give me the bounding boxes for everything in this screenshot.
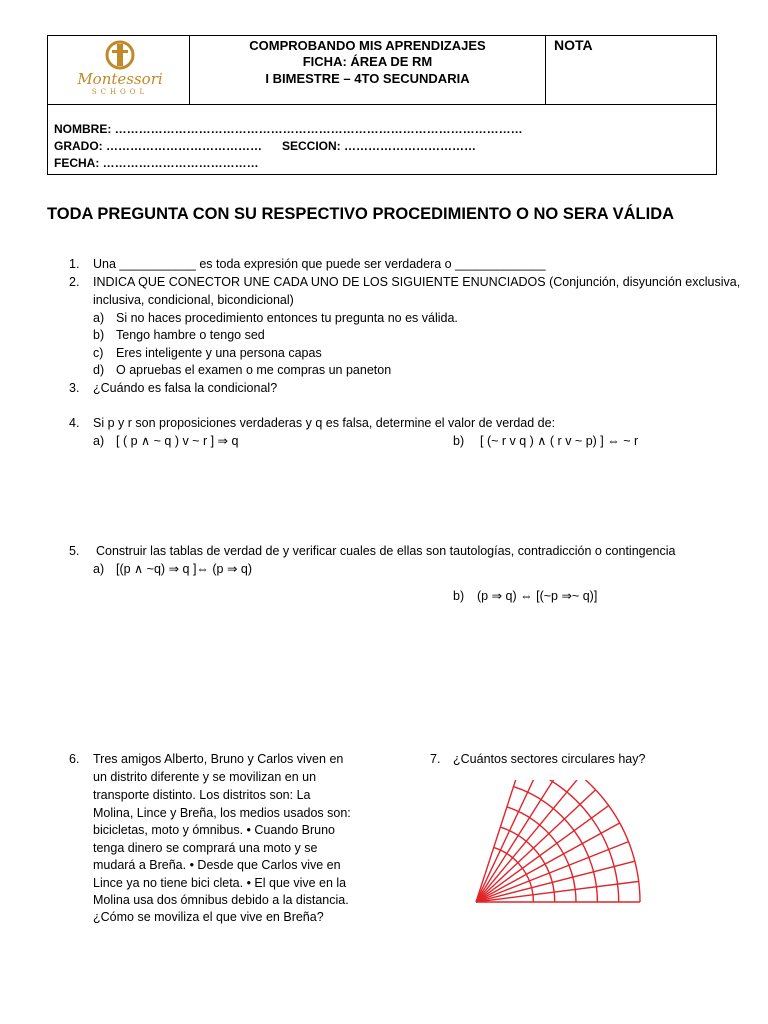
q4-b-letter: b) — [453, 434, 465, 448]
logo-name: Montessori — [77, 70, 163, 88]
title-line-1: COMPROBANDO MIS APRENDIZAJES — [249, 38, 486, 53]
seccion-field: SECCION: …………………………… — [282, 139, 477, 153]
q5-number: 5. — [69, 544, 80, 558]
q2-line-2: inclusiva, condicional, bicondicional) — [93, 293, 294, 307]
q4-a-expression: [ ( p ∧ ~ q ) v ~ r ] ⇒ q — [116, 434, 239, 448]
grado-field: GRADO: ………………………………… — [54, 139, 262, 153]
q5-b-expression: (p ⇒ q) ⇔ [(~p ⇒~ q)] — [477, 589, 598, 603]
q6-line: tenga dinero se comprará una moto y se — [93, 841, 318, 855]
q4-b-expression: [ (~ r v q ) ∧ ( r v ~ p) ] ⇔ ~ r — [480, 434, 639, 448]
q2-item-text: Eres inteligente y una persona capas — [116, 346, 322, 360]
sector-radius-line — [476, 780, 581, 902]
q4-number: 4. — [69, 416, 80, 430]
q6-line: transporte distinto. Los distritos son: La — [93, 788, 311, 802]
q2-item-text: Tengo hambre o tengo sed — [116, 328, 265, 342]
q6-line: mudará a Breña. • Desde que Carlos vive en — [93, 858, 341, 872]
q1-number: 1. — [69, 257, 80, 271]
logo — [62, 38, 178, 100]
main-heading: TODA PREGUNTA CON SU RESPECTIVO PROCEDIMIENTO O NO SERA VÁLIDA — [47, 205, 675, 223]
q2-item-letter: a) — [93, 311, 105, 325]
q6-line: bicicletas, moto y ómnibus. • Cuando Bruno — [93, 823, 335, 837]
q2-number: 2. — [69, 275, 80, 289]
q6-line: Tres amigos Alberto, Bruno y Carlos viven en — [93, 752, 344, 766]
q6-line: Molina, Lince y Breña, los medios usados son: — [93, 806, 351, 820]
divider — [545, 36, 546, 104]
q5-text: Construir las tablas de verdad de y verificar cuales de ellas son tautologías, contradicción o contingencia — [96, 544, 676, 558]
q4-text: Si p y r son proposiciones verdaderas y q es falsa, determine el valor de verdad de: — [93, 416, 556, 430]
header-table — [47, 35, 717, 175]
fecha-field: FECHA: ………………………………… — [54, 156, 259, 170]
logo-sub: SCHOOL — [91, 88, 149, 96]
q3-number: 3. — [69, 381, 80, 395]
q2-item-letter: b) — [93, 328, 105, 342]
title-line-3: I BIMESTRE – 4TO SECUNDARIA — [265, 71, 470, 86]
q6-line: ¿Cómo se moviliza el que vive en Breña? — [93, 910, 324, 924]
q2-item-letter: d) — [93, 363, 105, 377]
q5-a-letter: a) — [93, 562, 105, 576]
q7-text: ¿Cuántos sectores circulares hay? — [453, 752, 646, 766]
q7-number: 7. — [430, 752, 441, 766]
divider — [48, 104, 716, 105]
q5-b-letter: b) — [453, 589, 465, 603]
q5-a-expression: [(p ∧ ~q) ⇒ q ]⇔ (p ⇒ q) — [116, 562, 253, 576]
q6-line: Lince ya no tiene bici cleta. • El que vive en la — [93, 876, 347, 890]
nota-label: NOTA — [554, 37, 593, 53]
q2-item-text: O apruebas el examen o me compras un paneton — [116, 363, 392, 377]
q2-line-1: INDICA QUE CONECTOR UNE CADA UNO DE LOS SIGUIENTE ENUNCIADOS (Conjunción, disyunción exclusiva, — [93, 275, 741, 289]
circular-sectors-figure — [460, 780, 660, 920]
title-line-2: FICHA: ÁREA DE RM — [302, 54, 433, 69]
q6-line: Molina usa dos ómnibus debido a la distancia. — [93, 893, 349, 907]
q6-line: un distrito diferente y se movilizan en un — [93, 770, 317, 784]
sector-radius-line — [476, 780, 546, 902]
nombre-field: NOMBRE: ………………………………………………………………………………………… — [54, 122, 523, 136]
q6-number: 6. — [69, 752, 80, 766]
q2-item-letter: c) — [93, 346, 104, 360]
q3-text: ¿Cuándo es falsa la condicional? — [93, 381, 278, 395]
q4-a-letter: a) — [93, 434, 105, 448]
q2-item-text: Si no haces procedimiento entonces tu pregunta no es válida. — [116, 311, 458, 325]
sector-radius-line — [476, 780, 564, 902]
q1-text: Una ___________ es toda expresión que puede ser verdadera o _____________ — [93, 257, 546, 271]
sector-radius-line — [476, 861, 635, 902]
